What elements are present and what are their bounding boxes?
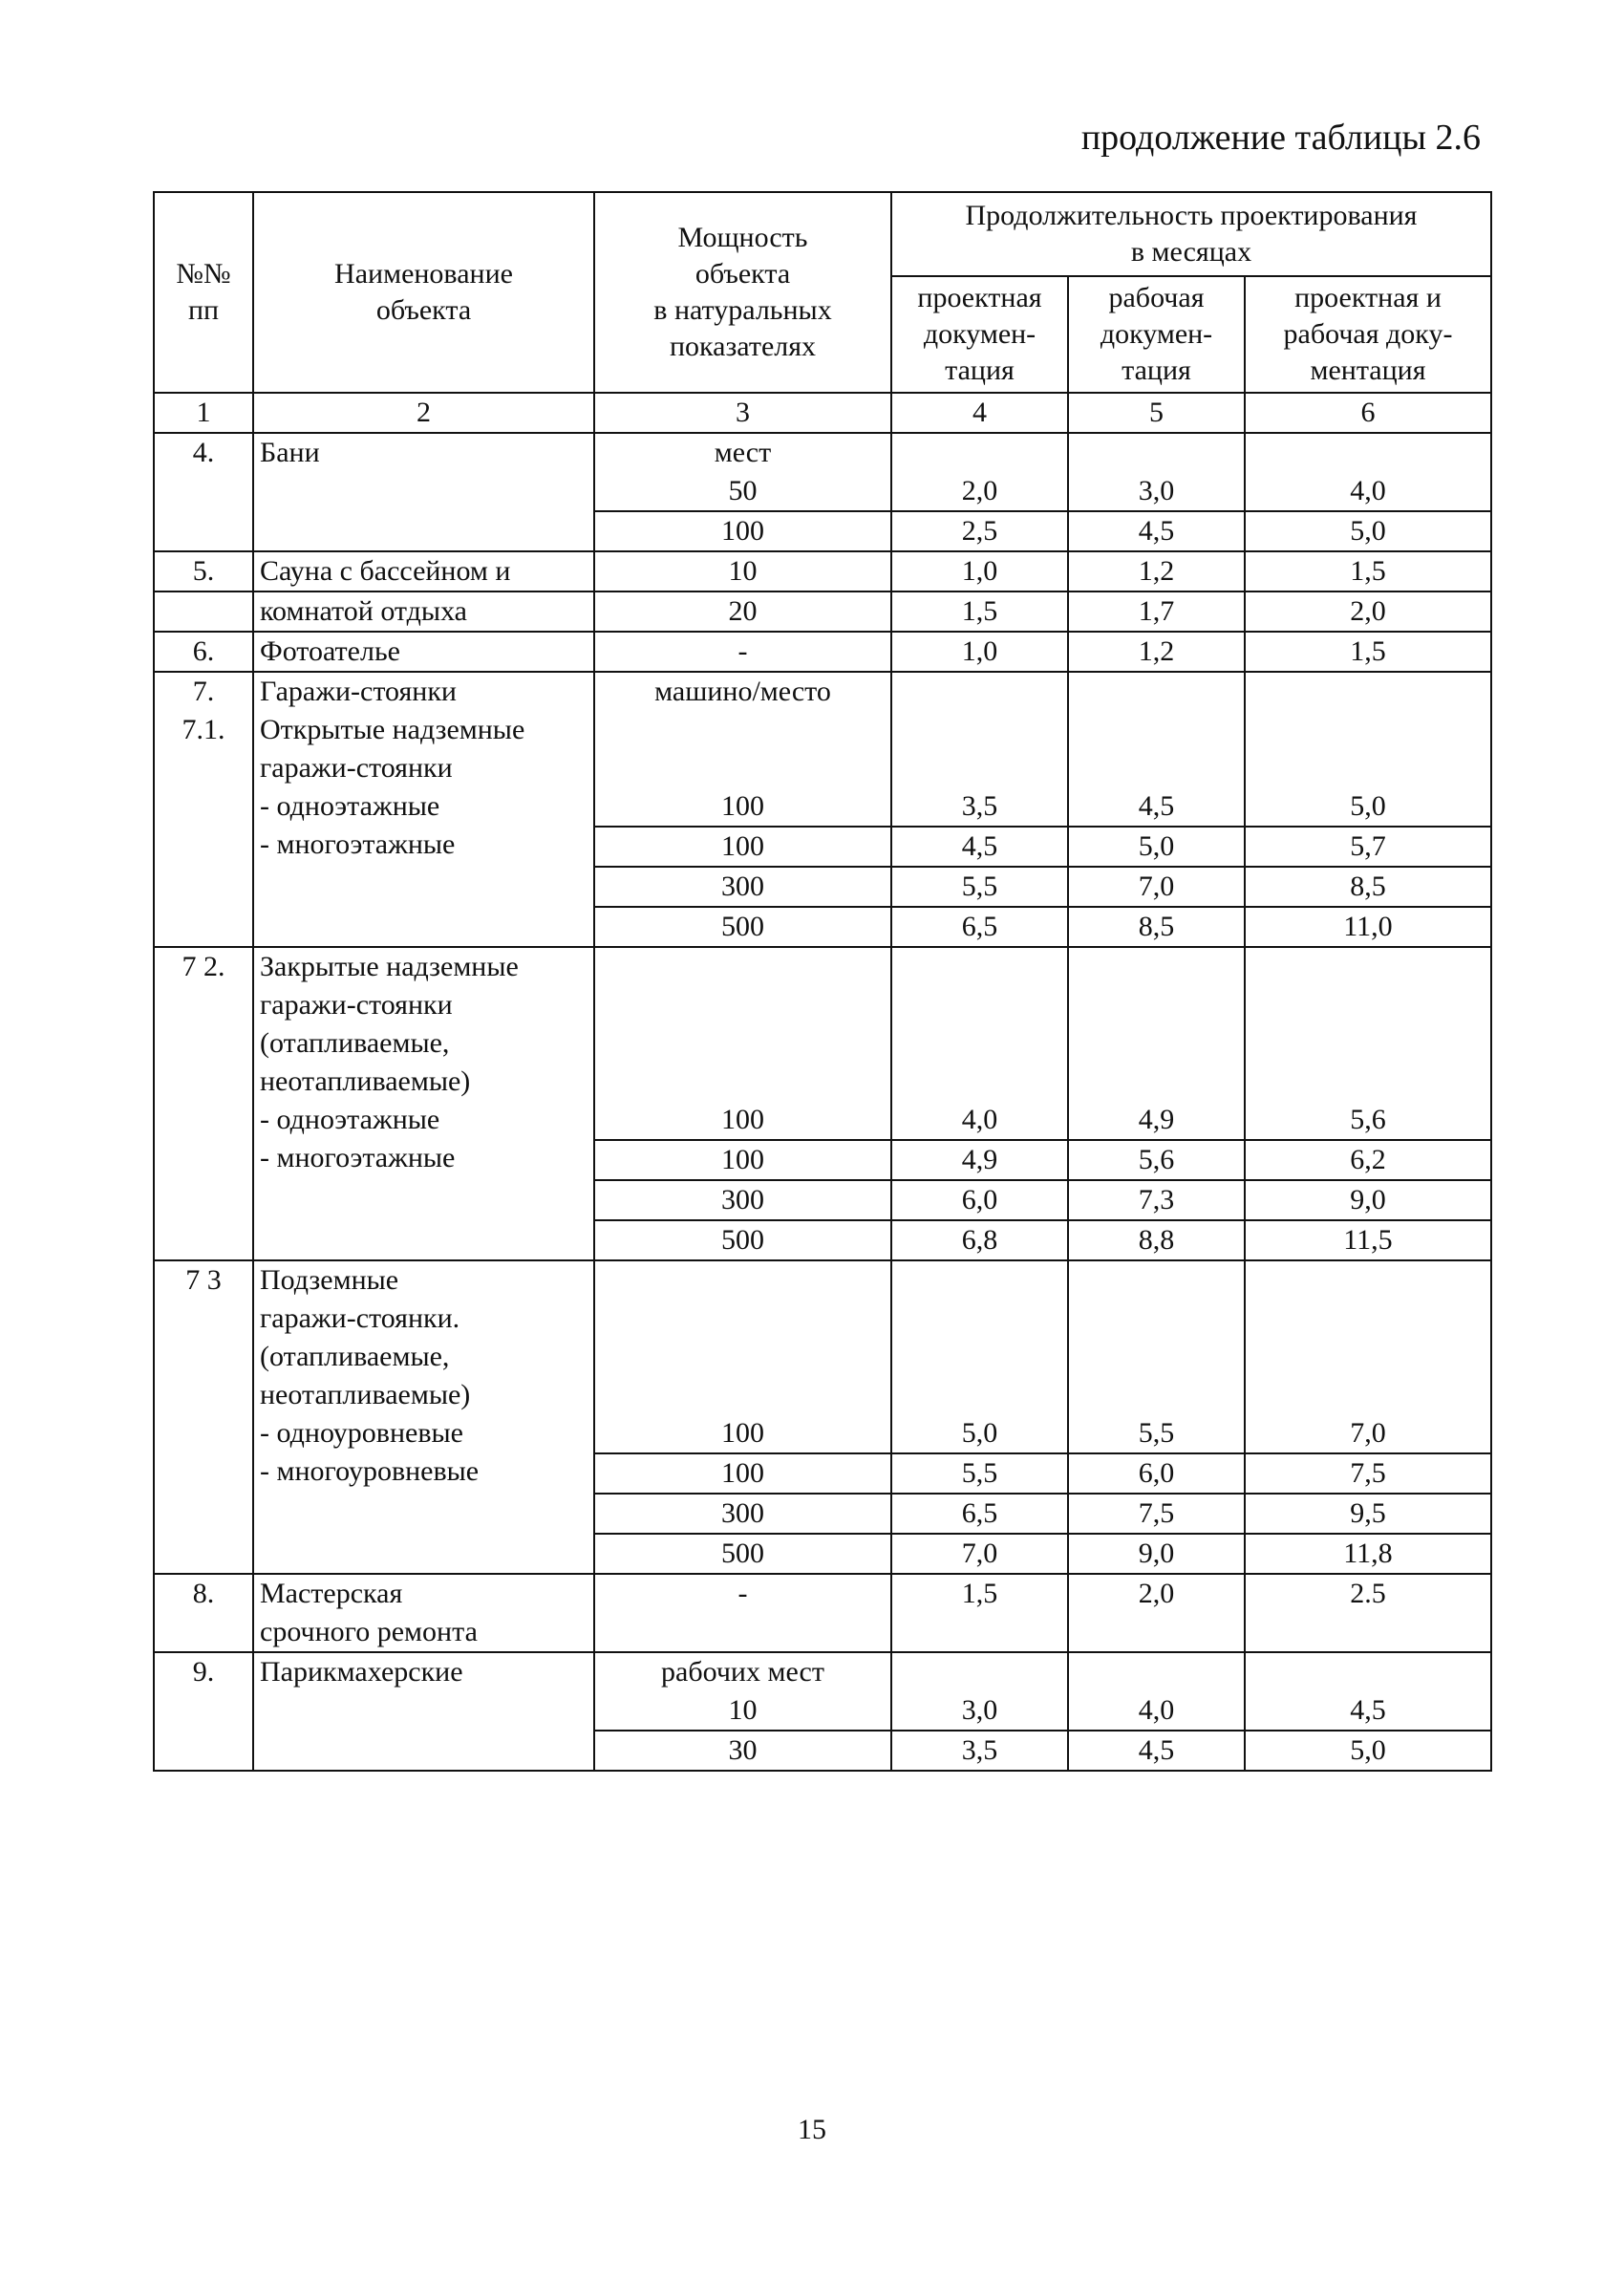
total-doc-months: 5,0 (1245, 1731, 1491, 1771)
capacity-value: 100 (594, 827, 891, 867)
project-doc-months: 4,9 (891, 1140, 1068, 1180)
colnum-1: 1 (154, 393, 253, 433)
colnum-5: 5 (1068, 393, 1245, 433)
working-doc-months-text: 4,9 (1138, 1104, 1175, 1135)
working-doc-months-text: 4,0 (1138, 1694, 1175, 1726)
capacity-value-text: 10 (728, 1694, 758, 1726)
total-doc-months (1245, 947, 1491, 1140)
project-doc-months-text: 2,0 (961, 475, 998, 506)
project-doc-months: 6,8 (891, 1220, 1068, 1260)
table-row (154, 433, 1491, 511)
project-doc-months (891, 672, 1068, 827)
capacity-value (594, 433, 891, 511)
table-row (154, 947, 1491, 1140)
total-doc-months-text: 5,6 (1350, 1104, 1386, 1135)
project-doc-months-text: 3,5 (961, 790, 998, 822)
working-doc-months: 7,5 (1068, 1494, 1245, 1534)
project-doc-months: 4,5 (891, 827, 1068, 867)
project-doc-months: 1,5 (891, 1574, 1068, 1652)
header-no: №№ пп (154, 192, 253, 393)
row-number: 7. 7.1. (154, 672, 253, 947)
project-doc-months (891, 433, 1068, 511)
capacity-value-text: 50 (728, 475, 758, 506)
capacity-unit: машино/место (654, 676, 831, 707)
working-doc-months: 7,0 (1068, 867, 1245, 907)
header-working-doc: рабочая докумен- тация (1068, 276, 1245, 393)
object-name: Сауна с бассейном и (253, 551, 594, 592)
row-number: 5. (154, 551, 253, 592)
table-row (154, 632, 1491, 672)
object-name: Гаражи-стоянки Открытые надземные гаражи-стоянки - одноэтажные - многоэтажные (253, 672, 594, 947)
capacity-value-text: 100 (721, 1417, 764, 1449)
capacity-unit: рабочих мест (661, 1656, 824, 1688)
capacity-value: 30 (594, 1731, 891, 1771)
total-doc-months: 6,2 (1245, 1140, 1491, 1180)
total-doc-months-text: 4,0 (1350, 475, 1386, 506)
total-doc-months-text: 4,5 (1350, 1694, 1386, 1726)
capacity-value: - (594, 632, 891, 672)
capacity-value: 300 (594, 1180, 891, 1220)
capacity-value (594, 1260, 891, 1453)
row-number: 7 2. (154, 947, 253, 1260)
total-doc-months: 9,5 (1245, 1494, 1491, 1534)
working-doc-months-text: 5,5 (1138, 1417, 1175, 1449)
capacity-value-text: 100 (721, 1104, 764, 1135)
object-name: Фотоателье (253, 632, 594, 672)
project-doc-months: 1,5 (891, 592, 1068, 632)
capacity-value: - (594, 1574, 891, 1652)
working-doc-months: 1,2 (1068, 632, 1245, 672)
working-doc-months: 5,6 (1068, 1140, 1245, 1180)
total-doc-months (1245, 433, 1491, 511)
object-name: комнатой отдыха (253, 592, 594, 632)
total-doc-months: 11,0 (1245, 907, 1491, 947)
working-doc-months (1068, 672, 1245, 827)
table-row (154, 592, 1491, 632)
table-row (154, 672, 1491, 827)
total-doc-months: 7,5 (1245, 1453, 1491, 1494)
working-doc-months: 2,0 (1068, 1574, 1245, 1652)
working-doc-months (1068, 947, 1245, 1140)
project-doc-months (891, 1652, 1068, 1731)
project-doc-months-text: 5,0 (961, 1417, 998, 1449)
total-doc-months: 1,5 (1245, 551, 1491, 592)
project-doc-months: 7,0 (891, 1534, 1068, 1574)
capacity-value: 100 (594, 511, 891, 551)
header-name: Наименование объекта (253, 192, 594, 393)
capacity-value: 300 (594, 1494, 891, 1534)
total-doc-months: 2.5 (1245, 1574, 1491, 1652)
working-doc-months: 7,3 (1068, 1180, 1245, 1220)
project-doc-months-text: 3,0 (961, 1694, 998, 1726)
working-doc-months: 1,7 (1068, 592, 1245, 632)
total-doc-months (1245, 1652, 1491, 1731)
working-doc-months (1068, 433, 1245, 511)
working-doc-months (1068, 1260, 1245, 1453)
header-project-and-working-doc: проектная и рабочая доку- ментация (1245, 276, 1491, 393)
object-name: Подземные гаражи-стоянки. (отапливаемые, неотапливаемые) - одноуровневые - многоуровневые (253, 1260, 594, 1574)
project-doc-months (891, 947, 1068, 1140)
design-duration-table (153, 191, 1492, 1772)
capacity-value: 100 (594, 1453, 891, 1494)
header-capacity: Мощность объекта в натуральных показателях (594, 192, 891, 393)
project-doc-months: 3,5 (891, 1731, 1068, 1771)
working-doc-months (1068, 1652, 1245, 1731)
working-doc-months-text: 4,5 (1138, 790, 1175, 822)
project-doc-months-text: 4,0 (961, 1104, 998, 1135)
total-doc-months (1245, 672, 1491, 827)
table-row (154, 1574, 1491, 1652)
header-duration: Продолжительность проектирования в месяцах (891, 192, 1491, 276)
table-row (154, 1652, 1491, 1731)
working-doc-months-text: 3,0 (1138, 475, 1175, 506)
colnum-2: 2 (253, 393, 594, 433)
total-doc-months: 1,5 (1245, 632, 1491, 672)
row-number: 6. (154, 632, 253, 672)
capacity-value: 500 (594, 907, 891, 947)
table-body (154, 433, 1491, 1771)
colnum-6: 6 (1245, 393, 1491, 433)
project-doc-months: 2,5 (891, 511, 1068, 551)
column-number-row (154, 393, 1491, 433)
row-number: 8. (154, 1574, 253, 1652)
page-number: 15 (798, 2114, 826, 2145)
capacity-value: 100 (594, 1140, 891, 1180)
object-name: Мастерская срочного ремонта (253, 1574, 594, 1652)
project-doc-months: 1,0 (891, 632, 1068, 672)
object-name: Бани (253, 433, 594, 551)
capacity-value-text: 100 (721, 790, 764, 822)
capacity-unit: мест (714, 437, 772, 468)
table-row (154, 551, 1491, 592)
project-doc-months: 6,0 (891, 1180, 1068, 1220)
object-name: Закрытые надземные гаражи-стоянки (отапливаемые, неотапливаемые) - одноэтажные - многоэтажные (253, 947, 594, 1260)
total-doc-months: 8,5 (1245, 867, 1491, 907)
capacity-value: 500 (594, 1220, 891, 1260)
project-doc-months (891, 1260, 1068, 1453)
total-doc-months: 11,5 (1245, 1220, 1491, 1260)
total-doc-months: 9,0 (1245, 1180, 1491, 1220)
total-doc-months-text: 5,0 (1350, 790, 1386, 822)
capacity-value: 500 (594, 1534, 891, 1574)
row-number: 7 3 (154, 1260, 253, 1574)
project-doc-months: 5,5 (891, 1453, 1068, 1494)
working-doc-months: 4,5 (1068, 1731, 1245, 1771)
working-doc-months: 9,0 (1068, 1534, 1245, 1574)
capacity-value: 300 (594, 867, 891, 907)
capacity-value (594, 947, 891, 1140)
header-project-doc: проектная докумен- тация (891, 276, 1068, 393)
capacity-value: 10 (594, 551, 891, 592)
working-doc-months: 1,2 (1068, 551, 1245, 592)
working-doc-months: 8,5 (1068, 907, 1245, 947)
project-doc-months: 6,5 (891, 907, 1068, 947)
project-doc-months: 6,5 (891, 1494, 1068, 1534)
total-doc-months: 5,0 (1245, 511, 1491, 551)
working-doc-months: 4,5 (1068, 511, 1245, 551)
capacity-value (594, 1652, 891, 1731)
total-doc-months (1245, 1260, 1491, 1453)
row-number (154, 592, 253, 632)
total-doc-months: 11,8 (1245, 1534, 1491, 1574)
total-doc-months: 5,7 (1245, 827, 1491, 867)
colnum-3: 3 (594, 393, 891, 433)
total-doc-months-text: 7,0 (1350, 1417, 1386, 1449)
capacity-value: 20 (594, 592, 891, 632)
row-number: 4. (154, 433, 253, 551)
table-row (154, 1260, 1491, 1453)
capacity-value (594, 672, 891, 827)
working-doc-months: 6,0 (1068, 1453, 1245, 1494)
project-doc-months: 5,5 (891, 867, 1068, 907)
total-doc-months: 2,0 (1245, 592, 1491, 632)
table-caption: продолжение таблицы 2.6 (1080, 118, 1481, 158)
project-doc-months: 1,0 (891, 551, 1068, 592)
working-doc-months: 5,0 (1068, 827, 1245, 867)
row-number: 9. (154, 1652, 253, 1771)
working-doc-months: 8,8 (1068, 1220, 1245, 1260)
object-name: Парикмахерские (253, 1652, 594, 1771)
colnum-4: 4 (891, 393, 1068, 433)
